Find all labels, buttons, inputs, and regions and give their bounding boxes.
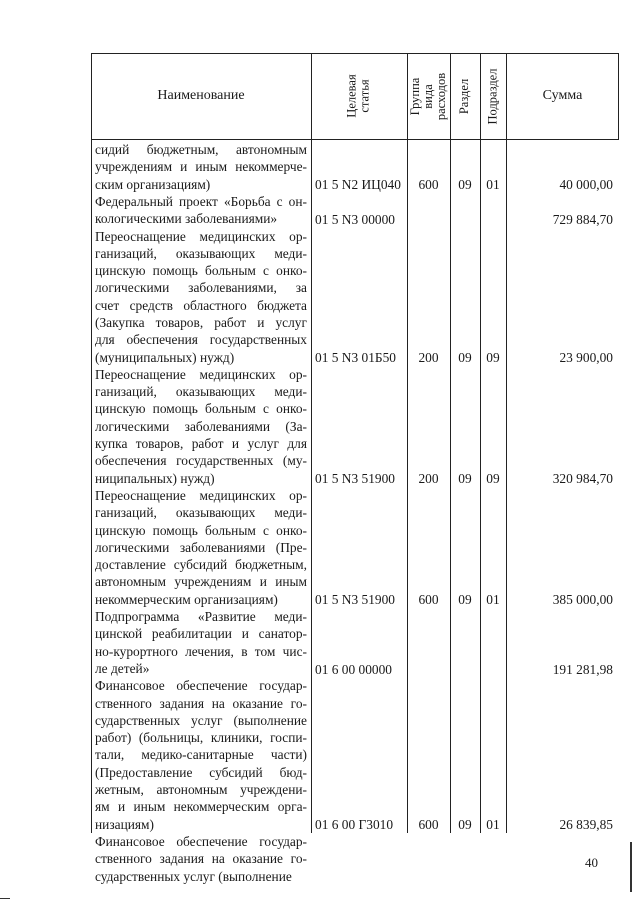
- row-name-line: ственного задания на оказание го-: [95, 695, 307, 711]
- row-name-line: счет средств областного бюджета: [95, 297, 307, 313]
- row-name-line: Финансовое обеспечение государ-: [95, 834, 307, 849]
- row-name-line: цинскую помощь больным с онко-: [95, 522, 307, 538]
- row-name-line: цинскую помощь больным с онко-: [95, 263, 307, 279]
- row-name-line: цинскую помощь больным с онко-: [95, 401, 307, 417]
- row-name-line: ям и иным некоммерческим орга-: [95, 799, 307, 815]
- row-name: [95, 677, 307, 833]
- row-sum: 729 884,70: [552, 211, 613, 227]
- row-subsection-code: 01: [486, 592, 500, 608]
- row-name-line: цинской реабилитации и санатор-: [95, 626, 307, 642]
- row-group-code: 600: [418, 592, 439, 608]
- row-name-line: логическими заболеваниями, за: [95, 280, 307, 296]
- row-target-code: 01 5 N3 51900: [315, 592, 395, 608]
- row-sum: 191 281,98: [552, 661, 613, 677]
- row-name-line: учреждениям и иным некоммерче-: [95, 159, 307, 175]
- budget-table: [91, 53, 619, 884]
- row-sum: 320 984,70: [552, 471, 613, 487]
- header-target: Целевая статья: [345, 74, 372, 118]
- col-border-code: [407, 53, 408, 833]
- row-target-code: 01 5 N3 00000: [315, 211, 395, 227]
- row-name-line: ле детей»: [95, 660, 150, 676]
- col-border-subsection: [506, 53, 507, 833]
- row-name-line: логическими заболеваниями (Пре-: [95, 539, 307, 555]
- row-name-line: логическими заболеваниями (За-: [95, 418, 307, 434]
- row-name-line: купка товаров, работ и услуг для: [95, 436, 307, 452]
- row-name-line: сидий бюджетным, автономным: [95, 142, 307, 157]
- row-subsection-code: 09: [486, 471, 500, 487]
- row-name-line: (Закупка товаров, работ и услуг: [95, 314, 307, 330]
- row-name-line: некоммерческим организациям): [95, 591, 278, 607]
- row-target-code: 01 6 00 00000: [315, 661, 392, 677]
- row-section-code: 09: [458, 817, 472, 833]
- row-group-code: 600: [418, 177, 439, 193]
- row-target-code: 01 5 N3 51900: [315, 471, 395, 487]
- row-name: [95, 487, 307, 608]
- col-border-section: [480, 53, 481, 833]
- row-name-line: Финансовое обеспечение государ-: [95, 678, 307, 694]
- row-name-line: кологическими заболеваниями»: [95, 211, 278, 227]
- row-subsection-code: 01: [486, 177, 500, 193]
- header-group: Группа вида расходов: [408, 72, 449, 120]
- row-sum: 26 839,85: [559, 817, 613, 833]
- row-name-line: (Предоставление субсидий бюд-: [95, 764, 307, 780]
- row-name-line: ганизаций, оказывающих меди-: [95, 245, 307, 261]
- row-name-line: низациям): [95, 816, 154, 832]
- row-name-line: Переоснащение медицинских ор-: [95, 228, 307, 244]
- row-name: [95, 193, 307, 228]
- row-name: [95, 228, 307, 366]
- row-group-code: 200: [418, 350, 439, 366]
- header-name: Наименование: [157, 88, 245, 103]
- row-name: [95, 608, 307, 677]
- header-sum: Сумма: [542, 88, 583, 103]
- row-subsection-code: 01: [486, 817, 500, 833]
- row-name-line: ганизаций, оказывающих меди-: [95, 384, 307, 400]
- row-name-line: доставление субсидий бюджетным,: [95, 557, 307, 573]
- row-name-line: но-курортного лечения, в том чис-: [95, 643, 307, 659]
- row-sum: 385 000,00: [552, 592, 613, 608]
- row-group-code: 600: [418, 817, 439, 833]
- row-section-code: 09: [458, 471, 472, 487]
- col-border-name: [311, 53, 312, 833]
- row-name-line: Федеральный проект «Борьба с он-: [95, 193, 307, 209]
- header-section: Раздел: [457, 78, 472, 114]
- row-group-code: 200: [418, 471, 439, 487]
- row-name-line: для обеспечения государственных: [95, 332, 307, 348]
- row-section-code: 09: [458, 350, 472, 366]
- row-name-line: автономным учреждениям и иным: [95, 574, 307, 590]
- row-name-line: ниципальных) нужд): [95, 470, 215, 486]
- row-target-code: 01 5 N2 ИЦ040: [315, 177, 401, 193]
- row-section-code: 09: [458, 592, 472, 608]
- page-number: 40: [585, 855, 598, 870]
- row-name-line: сударственных услуг (выполнение: [95, 868, 292, 884]
- row-name: [95, 833, 307, 885]
- col-border-group: [450, 53, 451, 833]
- row-name-line: жетным, автономным учреждени-: [95, 782, 307, 798]
- scan-corner-mark: [0, 898, 10, 899]
- row-target-code: 01 5 N3 01Б50: [315, 350, 396, 366]
- row-name-line: Переоснащение медицинских ор-: [95, 488, 307, 503]
- row-name-line: сударственных услуг (выполнение: [95, 712, 307, 728]
- row-name: [95, 141, 307, 193]
- row-name-line: ским организациям): [95, 176, 211, 192]
- row-name-line: Подпрограмма «Развитие меди-: [95, 609, 307, 625]
- row-name-line: обеспечения государственных (му-: [95, 453, 307, 469]
- scan-edge-mark: [630, 842, 632, 892]
- row-name: [95, 366, 307, 487]
- row-target-code: 01 6 00 Г3010: [315, 817, 394, 833]
- header-subsection: Подраздел: [485, 68, 500, 124]
- col-border-left: [91, 53, 92, 833]
- row-name-line: Переоснащение медицинских ор-: [95, 366, 307, 382]
- row-name-line: работ) (больницы, клиники, госпи-: [95, 730, 307, 746]
- row-name-line: тали, медико-санитарные части): [95, 747, 307, 763]
- row-name-line: ганизаций, оказывающих меди-: [95, 505, 307, 521]
- header-bottom-border: [91, 139, 619, 140]
- row-sum: 40 000,00: [559, 177, 613, 193]
- row-name-line: (муниципальных) нужд): [95, 349, 235, 365]
- row-name-line: ственного задания на оказание го-: [95, 851, 307, 867]
- row-section-code: 09: [458, 177, 472, 193]
- row-sum: 23 900,00: [559, 350, 613, 366]
- row-subsection-code: 09: [486, 350, 500, 366]
